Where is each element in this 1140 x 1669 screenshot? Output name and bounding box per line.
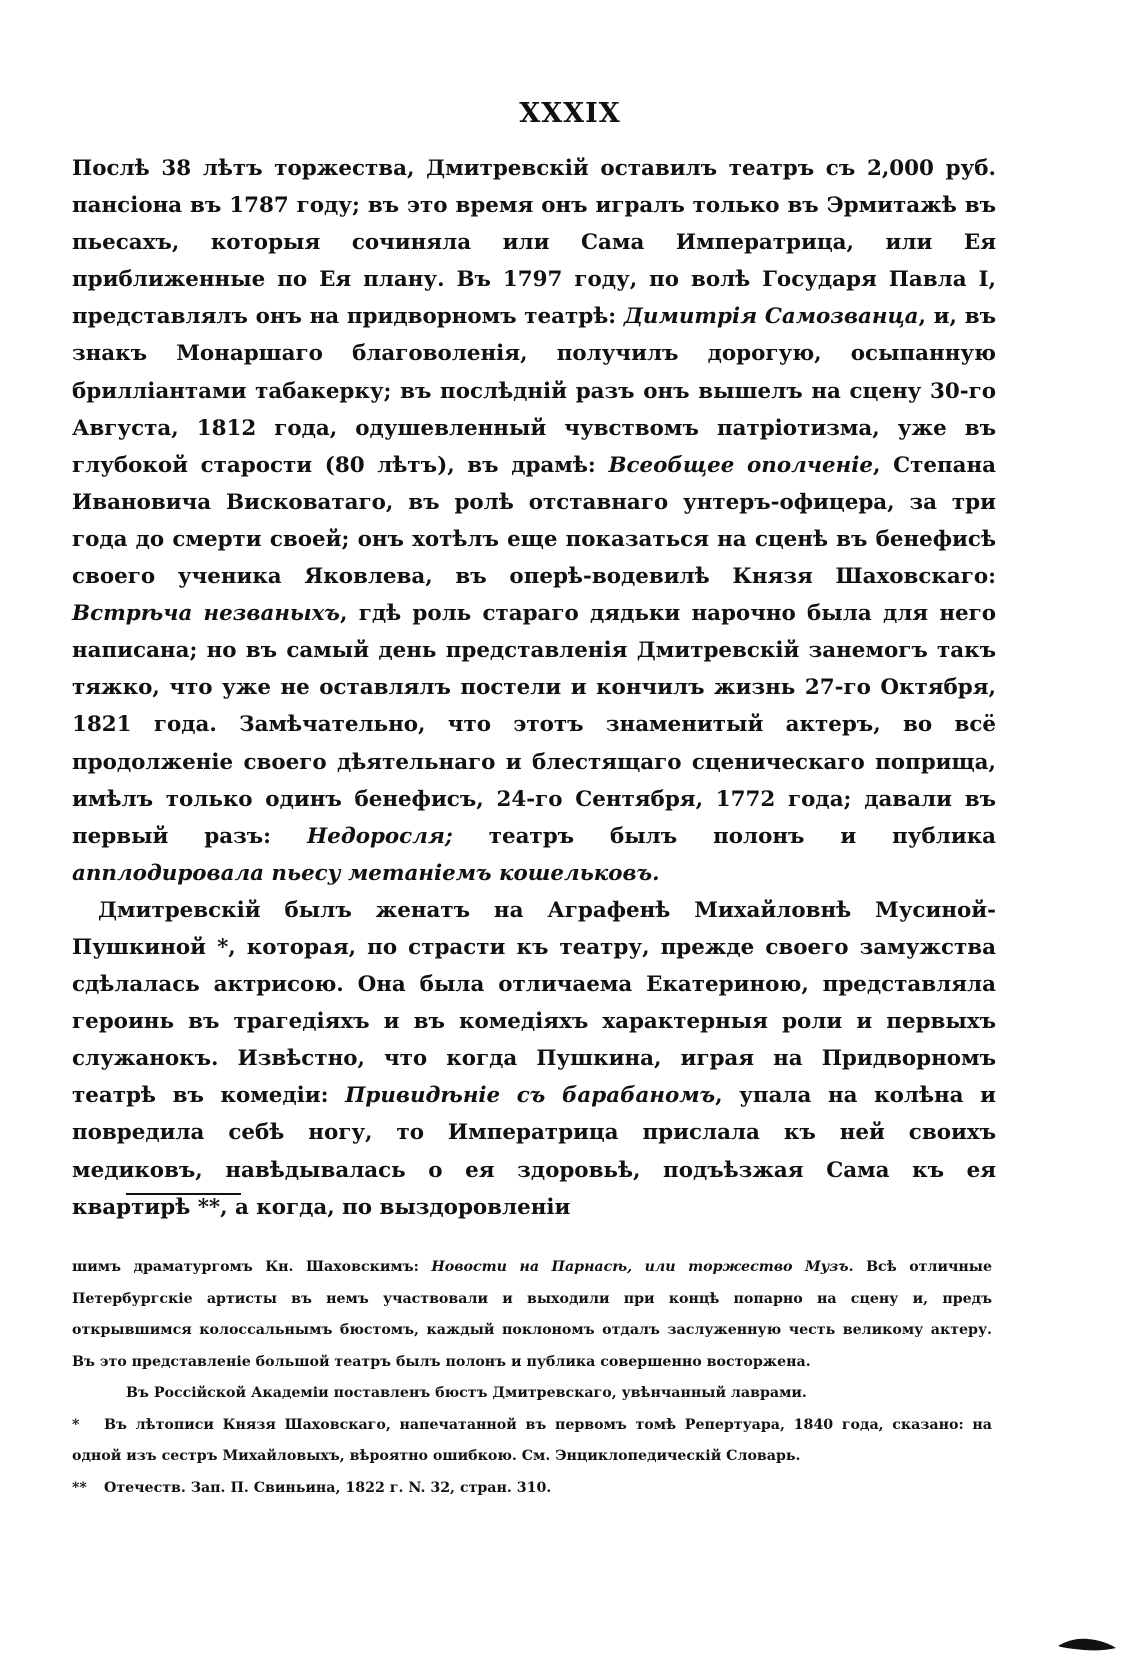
text-run: , упала на колѣна и повредила себѣ ногу, то Императрица прислала къ ней своихъ медиковъ, навѣдывалась о ея здоровьѣ, подъѣзжая Сама къ ея квартирѣ **, а когда, по выздоровленіи [72,1083,996,1220]
text-run: , и, въ знакъ Монаршаго благоволенія, получилъ дорогую, осыпанную брилліантами табакерку; въ послѣдній разъ онъ вышелъ на сцену 30-го Августа, 1812 года, одушевленный чувствомъ патріотизма, уже въ глубокой старости (80 лѣтъ), въ драмѣ: [72,304,996,478]
page-number: XXXIX [519,98,621,129]
paragraph-2 [72,892,996,1226]
footnote-mark: ** [72,1479,87,1496]
text-run: театръ былъ полонъ и публика [452,823,996,849]
text-run: Послѣ 38 лѣтъ торжества, Дмитревскій оставилъ театръ съ 2,000 руб. пансіона въ 1787 году; въ это время онъ игралъ только въ Эрмитажѣ въ пьесахъ, которыя сочиняла или Сама Императрица, или Ея приближенные по Ея плану. Въ 1797 году, по волѣ Государя Павла I, представлялъ онъ на придворномъ театрѣ: [72,156,996,330]
footnotes [72,1252,992,1504]
italic-title: Димитрія Самозванца [623,304,919,330]
italic-title: Новости на Парнасѣ, или торжество Музъ. [431,1259,854,1275]
footnote-text: Отечеств. Зап. П. Свиньина, 1822 г. N. 32, стран. 310. [104,1479,552,1496]
italic-title: Всеобщее ополченіе [608,452,873,478]
text-run: , гдѣ роль стараго дядьки нарочно была для него написана; но въ самый день представленія Дмитревскій занемогъ такъ тяжко, что уже не оставлялъ постели и кончилъ жизнь 27-го Октября, 1821 года. Замѣчательно, что этотъ знаменитый актеръ, во всё продолженіе своего дѣятельнаго и блестящаго сценическаго поприща, имѣлъ только одинъ бенефисъ, 24-го Сентября, 1772 года; давали въ первый разъ: [72,601,996,849]
footnote-continuation [72,1252,992,1378]
footnote-divider [126,1193,241,1195]
italic-title: Встрѣча незваныхъ [72,601,340,627]
text-run: Всѣ отличные Петербургскіе артисты въ немъ участвовали и выходили при концѣ попарно на сцену и, предъ открывшимся колоссальнымъ бюстомъ, каждый поклономъ отдалъ заслуженную честь великому актеру. Въ это представленіе большой театръ былъ полонъ и публика совершенно восторжена. [72,1259,992,1370]
main-text [72,150,996,1226]
text-run: Дмитревскій былъ женатъ на Аграфенѣ Михайловнѣ Мусиной-Пушкиной *, которая, по страсти къ театру, прежде своего замужства сдѣлалась актрисою. Она была отличаема Екатериною, представляла героинь въ трагедіяхъ и въ комедіяхъ характерныя роли и первыхъ служанокъ. Извѣстно, что когда Пушкина, играя на Придворномъ театрѣ въ комедіи: [72,897,996,1109]
italic-phrase: апплодировала пьесу метаніемъ кошельковъ. [72,860,660,886]
text-run: шимъ драматургомъ Кн. Шаховскимъ: [72,1259,432,1275]
italic-title: Недоросля; [307,823,453,849]
paragraph-1 [72,150,996,892]
footnote-2 [72,1473,992,1505]
footnote-1 [72,1410,992,1473]
italic-title: Привидѣніе съ барабаномъ [345,1083,716,1109]
text-run: , Степана Ивановича Висковатаго, въ ролѣ отставнаго унтеръ-офицера, за три года до смерти своей; онъ хотѣлъ еще показаться на сценѣ въ бенефисѣ своего ученика Яковлева, въ оперѣ-водевилѣ Князя Шаховскаго: [72,452,996,590]
ink-blot-icon [1056,1636,1118,1652]
footnote-academy: Въ Россійской Академіи поставленъ бюстъ Дмитревскаго, увѣнчанный лаврами. [126,1385,807,1401]
footnote-text: Въ лѣтописи Князя Шаховскаго, напечатанной въ первомъ томѣ Репертуара, 1840 года, сказано: на одной изъ сестръ Михайловыхъ, вѣроятно ошибкою. См. Энциклопедическій Словарь. [72,1416,992,1464]
footnote-mark: * [72,1416,80,1433]
